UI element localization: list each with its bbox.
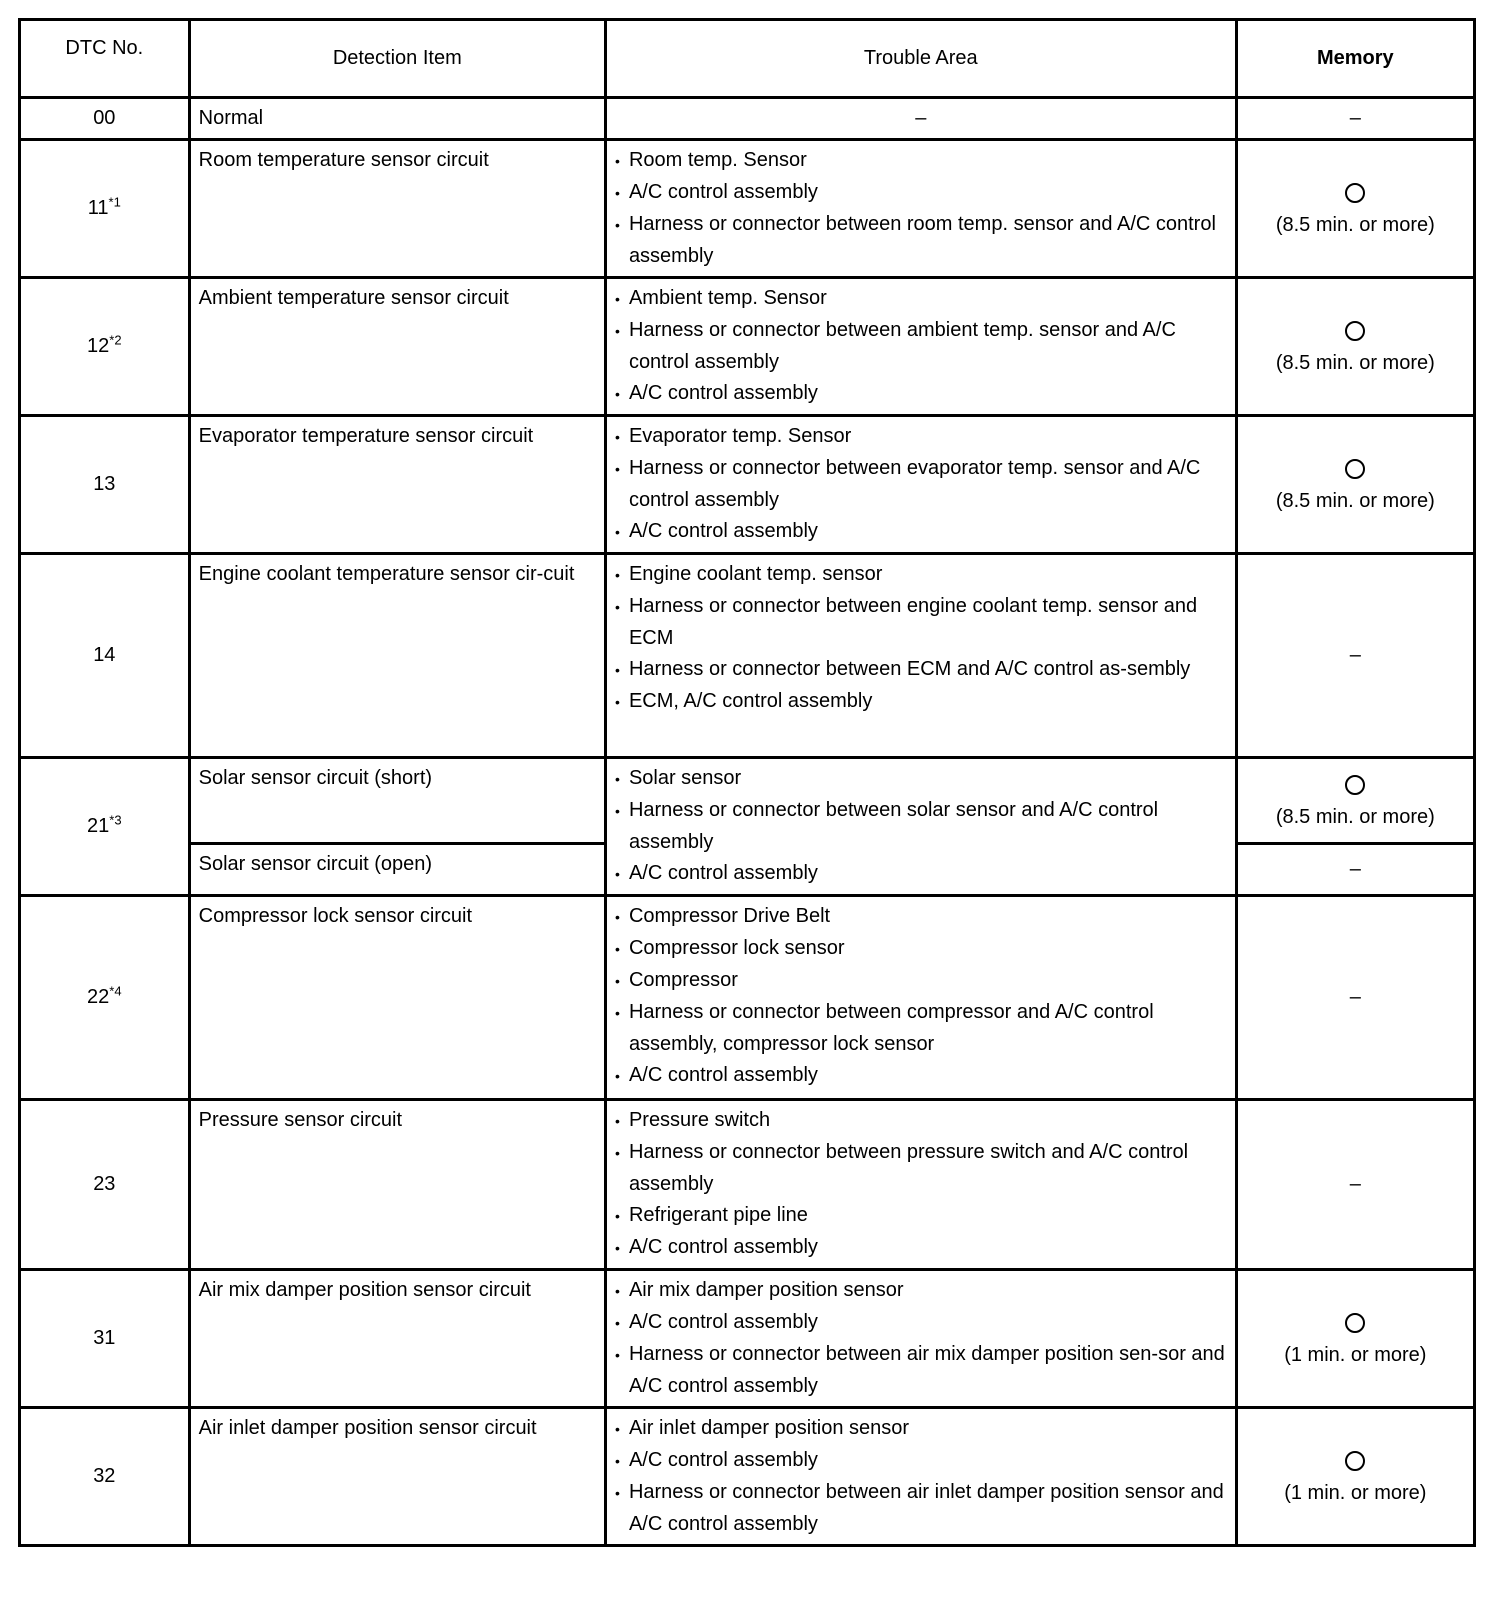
circle-icon <box>1345 1451 1365 1471</box>
trouble-area <box>605 1408 1236 1546</box>
dtc-code: 31 <box>93 1327 116 1349</box>
trouble-area <box>605 758 1236 896</box>
trouble-area: – <box>605 98 1236 140</box>
detection-item: Solar sensor circuit (open) <box>189 844 605 896</box>
dtc-code: 11 <box>87 197 109 219</box>
dtc-code: 13 <box>93 473 116 495</box>
dtc-code: 00 <box>93 107 116 129</box>
trouble-item: • A/C control assembly <box>615 378 1227 410</box>
memory-stored <box>1246 1307 1465 1371</box>
dtc-number <box>20 98 190 140</box>
dtc-footnote: *1 <box>108 194 121 210</box>
memory: – <box>1236 554 1474 758</box>
trouble-item: • Harness or connector between pressure switch and A/C control assembly <box>615 1137 1227 1200</box>
trouble-item: • Harness or connector between air mix damper position sen-sor and A/C control assembly <box>615 1339 1227 1402</box>
trouble-item: • Harness or connector between evaporator temp. sensor and A/C control assembly <box>615 453 1227 516</box>
dtc-code: 12 <box>87 335 110 357</box>
dtc-footnote: *3 <box>109 812 122 828</box>
trouble-area <box>605 140 1236 278</box>
dtc-code: 14 <box>93 644 116 666</box>
trouble-area <box>605 554 1236 758</box>
trouble-item: • Harness or connector between room temp. sensor and A/C control assembly <box>615 209 1227 272</box>
trouble-item: • A/C control assembly <box>615 1232 1227 1264</box>
memory <box>1236 278 1474 416</box>
trouble-list <box>615 145 1227 272</box>
trouble-item: • Engine coolant temp. sensor <box>615 559 1227 591</box>
memory-note: (8.5 min. or more) <box>1275 805 1435 828</box>
dtc-number <box>20 416 190 554</box>
trouble-list <box>615 1105 1227 1264</box>
trouble-item: • Compressor <box>615 965 1227 997</box>
detection-item: Ambient temperature sensor circuit <box>189 278 605 416</box>
table-row <box>20 1100 1475 1270</box>
dtc-number <box>20 1270 190 1408</box>
dtc-code: 21 <box>87 815 110 837</box>
memory-note: (1 min. or more) <box>1284 1343 1427 1366</box>
circle-icon <box>1345 459 1365 479</box>
trouble-item: • A/C control assembly <box>615 1307 1227 1339</box>
detection-item: Air inlet damper position sensor circuit <box>189 1408 605 1546</box>
memory: – <box>1236 98 1474 140</box>
memory-note: (8.5 min. or more) <box>1275 213 1435 236</box>
trouble-item: • Refrigerant pipe line <box>615 1200 1227 1232</box>
detection-item: Engine coolant temperature sensor cir-cuit <box>189 554 605 758</box>
dtc-code: 32 <box>93 1465 116 1487</box>
trouble-item: • A/C control assembly <box>615 1445 1227 1477</box>
trouble-item: • Harness or connector between solar sensor and A/C control assembly <box>615 795 1227 858</box>
trouble-list <box>615 1413 1227 1540</box>
trouble-item: • ECM, A/C control assembly <box>615 686 1227 718</box>
dtc-number <box>20 1100 190 1270</box>
table-row <box>20 98 1475 140</box>
trouble-item: • Ambient temp. Sensor <box>615 283 1227 315</box>
trouble-item: • A/C control assembly <box>615 1060 1227 1092</box>
dtc-footnote: *2 <box>109 332 122 348</box>
memory-stored <box>1246 315 1465 379</box>
dtc-number <box>20 278 190 416</box>
trouble-item: • Room temp. Sensor <box>615 145 1227 177</box>
table-row <box>20 554 1475 758</box>
table-row <box>20 896 1475 1100</box>
memory-stored <box>1246 177 1465 241</box>
trouble-item: • Harness or connector between air inlet damper position sensor and A/C control assembly <box>615 1477 1227 1540</box>
dtc-number <box>20 896 190 1100</box>
memory <box>1236 140 1474 278</box>
trouble-item: • Solar sensor <box>615 763 1227 795</box>
memory: – <box>1236 1100 1474 1270</box>
table-row <box>20 758 1475 844</box>
trouble-list <box>615 763 1227 890</box>
trouble-list <box>615 283 1227 410</box>
trouble-list <box>615 1275 1227 1402</box>
dtc-number <box>20 554 190 758</box>
memory <box>1236 1270 1474 1408</box>
memory-note: (1 min. or more) <box>1284 1481 1427 1504</box>
dtc-table <box>18 18 1476 1547</box>
trouble-item: • A/C control assembly <box>615 858 1227 890</box>
memory-note: (8.5 min. or more) <box>1275 351 1435 374</box>
trouble-item: • Harness or connector between ECM and A/C control as-sembly <box>615 654 1227 686</box>
memory: – <box>1236 896 1474 1100</box>
trouble-list <box>615 559 1227 718</box>
detection-item: Air mix damper position sensor circuit <box>189 1270 605 1408</box>
trouble-item: • Harness or connector between ambient temp. sensor and A/C control assembly <box>615 315 1227 378</box>
trouble-item: • Pressure switch <box>615 1105 1227 1137</box>
detection-item: Normal <box>189 98 605 140</box>
table-row <box>20 140 1475 278</box>
table-row <box>20 1408 1475 1546</box>
detection-item: Room temperature sensor circuit <box>189 140 605 278</box>
memory-note: (8.5 min. or more) <box>1275 489 1435 512</box>
table-row <box>20 1270 1475 1408</box>
memory-stored <box>1246 769 1465 833</box>
detection-item: Evaporator temperature sensor circuit <box>189 416 605 554</box>
detection-item: Compressor lock sensor circuit <box>189 896 605 1100</box>
memory-stored <box>1246 453 1465 517</box>
trouble-item: • Air inlet damper position sensor <box>615 1413 1227 1445</box>
memory-stored <box>1246 1445 1465 1509</box>
memory <box>1236 416 1474 554</box>
dtc-number <box>20 140 190 278</box>
trouble-item: • Evaporator temp. Sensor <box>615 421 1227 453</box>
circle-icon <box>1345 183 1365 203</box>
circle-icon <box>1345 775 1365 795</box>
memory: – <box>1236 844 1474 896</box>
trouble-item: • Harness or connector between compressor and A/C control assembly, compressor lock sensor <box>615 997 1227 1060</box>
table-row <box>20 416 1475 554</box>
table-row <box>20 278 1475 416</box>
trouble-item: • Air mix damper position sensor <box>615 1275 1227 1307</box>
trouble-area <box>605 896 1236 1100</box>
header-memory: Memory <box>1236 20 1474 98</box>
dtc-footnote: *4 <box>109 983 122 999</box>
trouble-item: • Compressor lock sensor <box>615 933 1227 965</box>
trouble-list <box>615 901 1227 1092</box>
trouble-item: • Compressor Drive Belt <box>615 901 1227 933</box>
dtc-number <box>20 758 190 896</box>
trouble-item: • Harness or connector between engine coolant temp. sensor and ECM <box>615 591 1227 654</box>
header-detection: Detection Item <box>189 20 605 98</box>
memory <box>1236 1408 1474 1546</box>
trouble-list <box>615 421 1227 548</box>
trouble-item: • A/C control assembly <box>615 177 1227 209</box>
dtc-code: 23 <box>93 1173 116 1195</box>
circle-icon <box>1345 1313 1365 1333</box>
detection-item: Solar sensor circuit (short) <box>189 758 605 844</box>
circle-icon <box>1345 321 1365 341</box>
memory <box>1236 758 1474 844</box>
dtc-code: 22 <box>87 986 110 1008</box>
header-row <box>20 20 1475 98</box>
dtc-number <box>20 1408 190 1546</box>
trouble-area <box>605 278 1236 416</box>
header-trouble: Trouble Area <box>605 20 1236 98</box>
trouble-area <box>605 416 1236 554</box>
trouble-area <box>605 1100 1236 1270</box>
trouble-area <box>605 1270 1236 1408</box>
header-dtc: DTC No. <box>20 20 190 98</box>
detection-item: Pressure sensor circuit <box>189 1100 605 1270</box>
trouble-item: • A/C control assembly <box>615 516 1227 548</box>
